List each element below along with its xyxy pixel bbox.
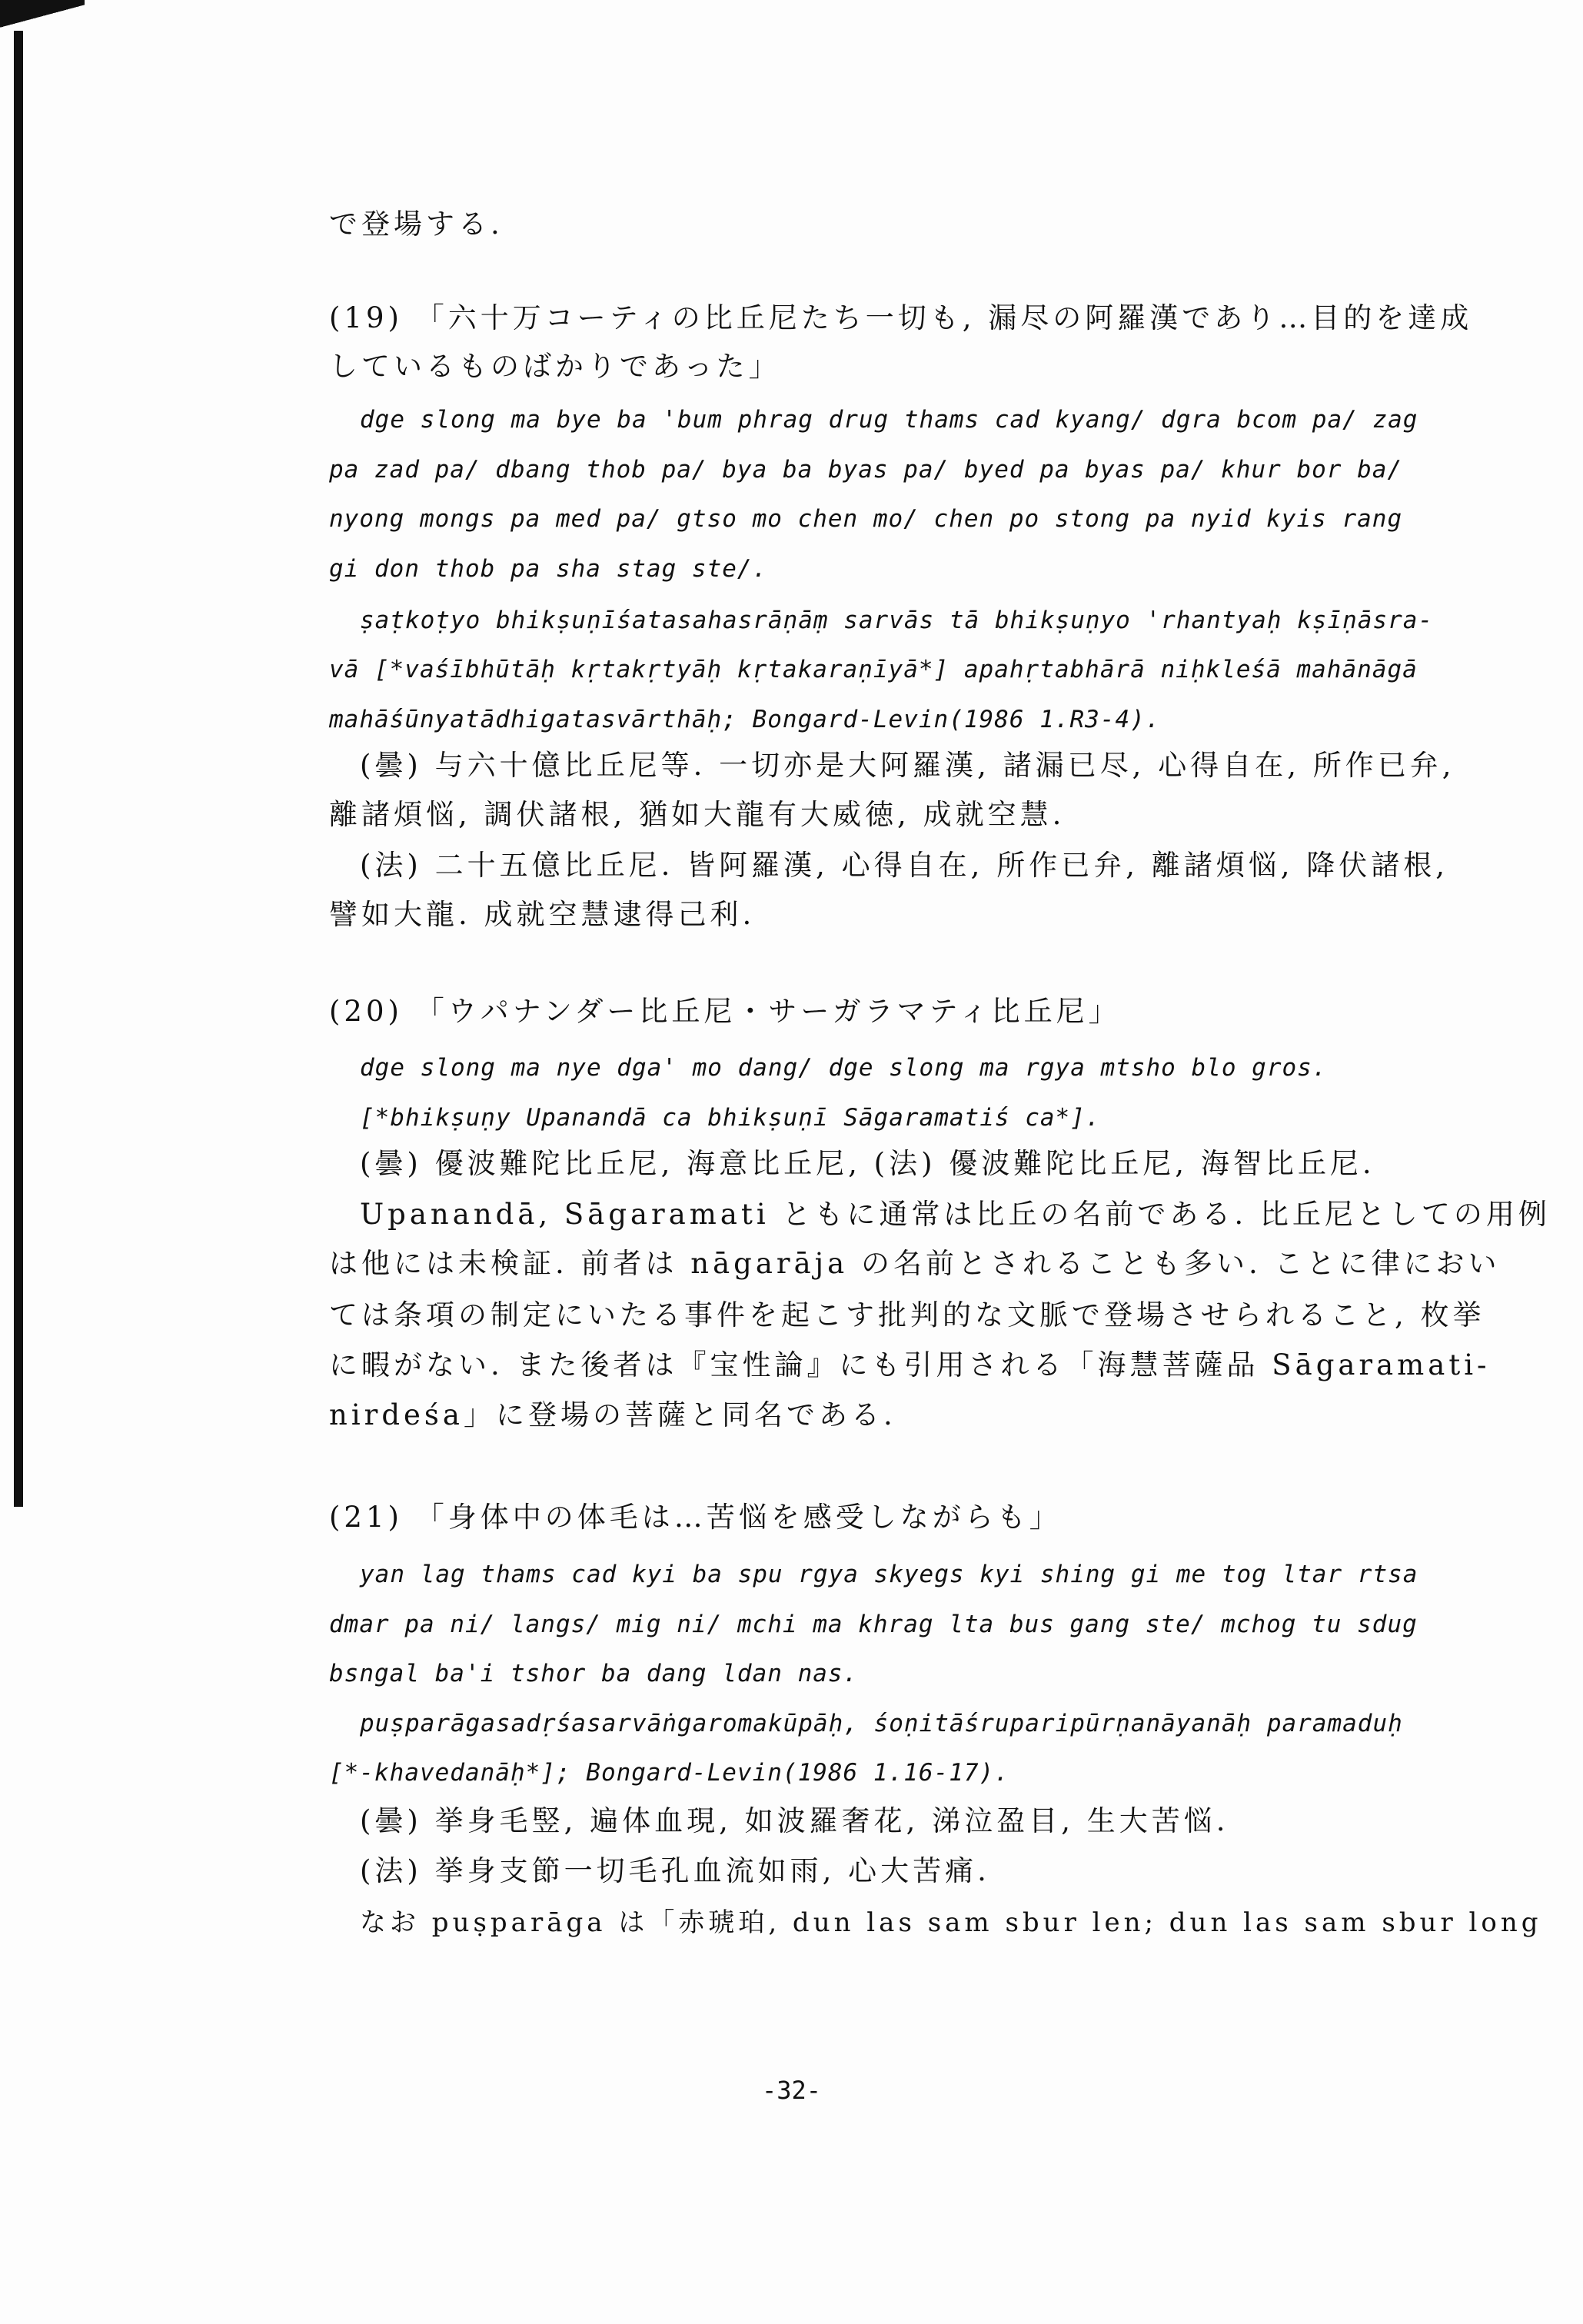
tibetan-line: bsngal ba'i tshor ba dang ldan nas. [329, 1660, 859, 1687]
text-line: ては条項の制定にいたる事件を起こす批判的な文脈で登場させられること, 枚挙 [329, 1298, 1485, 1332]
text-line: は他には未検証. 前者は nāgarāja の名前とされることも多い. ことに律におい [329, 1247, 1501, 1280]
text-line: Upanandā, Sāgaramati ともに通常は比丘の名前である. 比丘尼としての用例 [360, 1198, 1551, 1231]
sanskrit-line: puṣparāgasadṛśasarvāṅgaromakūpāḥ, śoṇitāśruparipūrṇanāyanāḥ paramaduḥ [360, 1710, 1403, 1737]
chinese-line: (曇) 優波難陀比丘尼, 海意比丘尼, (法) 優波難陀比丘尼, 海智比丘尼. [360, 1147, 1375, 1180]
tibetan-line: pa zad pa/ dbang thob pa/ bya ba byas pa/ byed pa byas pa/ khur bor ba/ [329, 456, 1403, 484]
text-line: で登場する. [329, 208, 504, 241]
sanskrit-line: ṣaṭkoṭyo bhikṣuṇīśatasahasrāṇāṃ sarvās tā bhikṣuṇyo 'rhantyaḥ kṣīṇāsra- [360, 607, 1434, 634]
sanskrit-line: vā [*vaśībhūtāḥ kṛtakṛtyāḥ kṛtakaraṇīyā*] apahṛtabhārā niḥkleśā mahānāgā [329, 656, 1418, 683]
tibetan-line: gi don thob pa sha stag ste/. [329, 555, 768, 583]
tibetan-line: dge slong ma nye dga' mo dang/ dge slong ma rgya mtsho blo gros. [360, 1054, 1328, 1082]
chinese-line: (曇) 与六十億比丘尼等. 一切亦是大阿羅漢, 諸漏已尽, 心得自在, 所作已弁, [360, 749, 1455, 782]
section-19-heading: (19) 「六十万コーティの比丘尼たち一切も, 漏尽の阿羅漢であり…目的を達成 [329, 301, 1473, 334]
text-line: なお puṣparāga は「赤琥珀, dun las sam sbur len; dun las sam sbur long [360, 1907, 1542, 1938]
chinese-line: 譬如大龍. 成就空慧逮得己利. [329, 898, 756, 931]
chinese-line: 離諸煩悩, 調伏諸根, 猶如大龍有大威徳, 成就空慧. [329, 798, 1066, 831]
tibetan-line: dmar pa ni/ langs/ mig ni/ mchi ma khrag lta bus gang ste/ mchog tu sdug [329, 1611, 1418, 1638]
tibetan-line: nyong mongs pa med pa/ gtso mo chen mo/ chen po stong pa nyid kyis rang [329, 505, 1403, 533]
tibetan-line: yan lag thams cad kyi ba spu rgya skyegs kyi shing gi me tog ltar rtsa [360, 1561, 1418, 1588]
scan-corner-mark [0, 0, 85, 46]
chinese-line: (法) 二十五億比丘尼. 皆阿羅漢, 心得自在, 所作已弁, 離諸煩悩, 降伏諸根, [360, 849, 1449, 882]
tibetan-line: dge slong ma bye ba 'bum phrag drug thams cad kyang/ dgra bcom pa/ zag [360, 406, 1418, 434]
chinese-line: (法) 挙身支節一切毛孔血流如雨, 心大苦痛. [360, 1854, 990, 1887]
scan-edge-line [14, 31, 23, 1507]
sanskrit-line: mahāśūnyatādhigatasvārthāḥ; Bongard-Levin(1986 1.R3-4). [329, 706, 1161, 733]
text-line: に暇がない. また後者は『宝性論』にも引用される「海慧菩薩品 Sāgaramati- [329, 1348, 1491, 1381]
sanskrit-line: [*-khavedanāḥ*]; Bongard-Levin(1986 1.16-17). [329, 1759, 1009, 1787]
text-line: nirdeśa」に登場の菩薩と同名である. [329, 1398, 896, 1431]
section-21-heading: (21) 「身体中の体毛は…苦悩を感受しながらも」 [329, 1501, 1062, 1534]
page-number: -32- [761, 2076, 822, 2105]
chinese-line: (曇) 挙身毛竪, 遍体血現, 如波羅奢花, 涕泣盈目, 生大苦悩. [360, 1804, 1229, 1837]
text-line: しているものばかりであった」 [329, 350, 781, 383]
sanskrit-line: [*bhikṣuṇy Upanandā ca bhikṣuṇī Sāgaramatiś ca*]. [360, 1104, 1101, 1132]
section-20-heading: (20) 「ウパナンダー比丘尼・サーガラマティ比丘尼」 [329, 995, 1121, 1028]
